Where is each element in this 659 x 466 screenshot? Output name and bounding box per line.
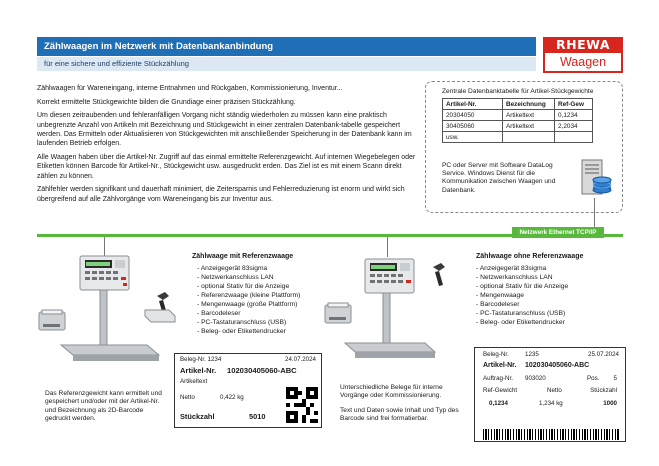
counting-scale-illustration <box>315 255 465 370</box>
left-feature-list <box>197 264 300 336</box>
counting-scale-with-reference-illustration <box>37 250 187 375</box>
receipt-number-label: Beleg-Nr. <box>483 351 509 358</box>
article-text: Artikeltext <box>180 378 208 385</box>
receipt-label-with-2d-barcode <box>174 353 322 428</box>
list-item: - Beleg- oder Etikettendrucker <box>476 318 568 327</box>
table-row <box>443 110 593 121</box>
list-item: - Barcodeleser <box>197 309 300 318</box>
server-connector <box>594 198 595 228</box>
piece-count-label: Stückzahl <box>180 412 215 421</box>
intro-paragraph: Alle Waagen haben über die Artikel-Nr. Zugriff auf das einmal ermittelte Referenzgewicht. Auf internen Wiegebelegen oder Etiketten können Barcode für Artikel-Nr., Stückgewicht usw. ausgedruckt erden. Das Ziel ist es mit einem Scann direkt zählen zu können. <box>37 153 416 180</box>
right-feature-list <box>476 264 568 327</box>
table-cell: Artikeltext <box>503 110 555 121</box>
net-weight-label: Netto <box>180 394 195 401</box>
list-item: - optional Stativ für die Anzeige <box>476 282 568 291</box>
intro-paragraph: Um diesen zeitraubenden und fehleranfälligen Vorgang nicht ständig wiederholen zu müssen kann eine praktisch unbegrenzte Anzahl von Artikeln mit Bezeichnung und Stückgewicht in einer zentralen Datenbank-tabelle gespeichert werden. Das Ermitteln oder Aktualisieren von Stückgewichten mit anschließender Speicherung in der Datenbank kann im laufenden Betrieb erfolgen. <box>37 112 412 148</box>
receipt-label-with-barcode <box>474 347 626 442</box>
left-section-title: Zählwaage mit Referenzwaage <box>192 253 294 260</box>
column-header: Ref-Gew <box>555 99 593 110</box>
list-item: - Barcodeleser <box>476 300 568 309</box>
table-row <box>443 121 593 132</box>
table-cell: 20304050 <box>443 110 503 121</box>
receipt-date: 24.07.2024 <box>285 356 316 363</box>
order-number-value: 903020 <box>525 375 546 382</box>
network-drop <box>387 237 388 257</box>
column-header: Bezeichnung <box>503 99 555 110</box>
column-header: Artikel-Nr. <box>443 99 503 110</box>
position-value: 5 <box>613 375 617 382</box>
intro-paragraph: Korrekt ermittelte Stückgewichte bilden die Grundiage einer präzisen Stückzählung. <box>37 98 296 106</box>
net-header: Netto <box>547 387 562 394</box>
net-weight-value: 0,422 kg <box>220 394 244 401</box>
table-row <box>443 132 593 143</box>
server-icon <box>578 158 612 198</box>
piece-count-header: Stückzahl <box>590 387 617 394</box>
network-label: Netzwerk Ethernet TCP/IP <box>512 227 604 238</box>
table-cell: Artikeltext <box>503 121 555 132</box>
list-item: - Mengenwaage <box>476 291 568 300</box>
intro-paragraph: Zählwaagen für Wareneingang, interne Entnahmen und Rückgaben, Kommissionierung, Inventur... <box>37 85 343 92</box>
page-title: Zählwaagen im Netzwerk mit Datenbankanbindung <box>37 37 536 56</box>
database-title: Zentrale Datenbanktabelle für Artikel-Stückgewichte <box>442 88 594 95</box>
barcode-icon <box>483 429 619 440</box>
order-number-label: Auftrag-Nr. <box>483 375 513 382</box>
list-item: - PC-Tastaturanschluss (USB) <box>476 309 568 318</box>
list-item: - Referenzwaage (kleine Plattform) <box>197 291 300 300</box>
qr-code-icon <box>286 387 318 423</box>
rhewa-logo <box>543 37 623 73</box>
logo-subtext: Waagen <box>543 53 623 73</box>
table-cell: 30405060 <box>443 121 503 132</box>
left-caption: Das Referenzgewicht kann ermittelt und gespeichert und/oder mit der Artikel-Nr. und Bezeichnung als 2D-Barcode gedruckt werden. <box>45 390 162 422</box>
table-cell: 0,1234 <box>555 110 593 121</box>
article-number-value: 102030405060-ABC <box>227 366 297 375</box>
net-value: 1,234 kg <box>539 400 563 407</box>
list-item: - Anzeigegerät 83sigma <box>476 264 568 273</box>
middle-caption-1: Unterschiedliche Belege für interne Vorgänge oder Kommissionierung. <box>340 384 443 400</box>
intro-text <box>37 84 423 208</box>
page-subtitle: für eine sichere und effiziente Stückzählung <box>37 57 536 71</box>
list-item: - Anzeigegerät 83sigma <box>197 264 300 273</box>
table-header-row <box>443 99 593 110</box>
table-cell <box>555 132 593 143</box>
middle-caption-2: Text und Daten sowie Inhalt und Typ des Barcode sind frei formatierbar. <box>340 407 459 423</box>
piece-count-value: 5010 <box>249 412 266 421</box>
list-item: - Netzwerkanschluss LAN <box>476 273 568 282</box>
table-cell: usw. <box>443 132 503 143</box>
article-number-value: 102030405060-ABC <box>525 362 590 369</box>
database-table <box>442 98 593 143</box>
intro-paragraph: Zählfehler werden signifikant und dauerhaft minimiert, die Zeitersparnis und Fehlerreduzierung ist enorm und wirkt sich übergreifend auf alle Zählvorgänge vom Wareneingang bis zur Inventur aus. <box>37 186 405 203</box>
logo-wordmark: RHEWA <box>543 37 623 53</box>
list-item: - Netzwerkanschluss LAN <box>197 273 300 282</box>
list-item: - Beleg- oder Etikettendrucker <box>197 327 300 336</box>
article-number-label: Artikel-Nr. <box>180 366 217 375</box>
receipt-number-value: 1235 <box>525 351 539 358</box>
list-item: - PC-Tastaturanschluss (USB) <box>197 318 300 327</box>
article-number-label: Artikel-Nr. <box>483 362 517 369</box>
server-description: PC oder Server mit Software DataLog Service. Windows Dienst für die Kommunikation zwischen Waagen und Datenbank. <box>442 162 556 194</box>
ref-weight-value: 0,1234 <box>489 400 508 407</box>
ref-weight-header: Ref-Gewicht <box>483 387 518 394</box>
table-cell: 2,2034 <box>555 121 593 132</box>
receipt-number: Beleg-Nr. 1234 <box>180 356 222 363</box>
piece-count-value: 1000 <box>603 400 617 407</box>
position-label: Pos. <box>587 375 600 382</box>
right-section-title: Zählwaage ohne Referenzwaage <box>476 253 584 260</box>
list-item: - Mengenwaage (große Plattform) <box>197 300 300 309</box>
list-item: - optional Stativ für die Anzeige <box>197 282 300 291</box>
receipt-date: 25.07.2024 <box>588 351 619 358</box>
table-cell <box>503 132 555 143</box>
